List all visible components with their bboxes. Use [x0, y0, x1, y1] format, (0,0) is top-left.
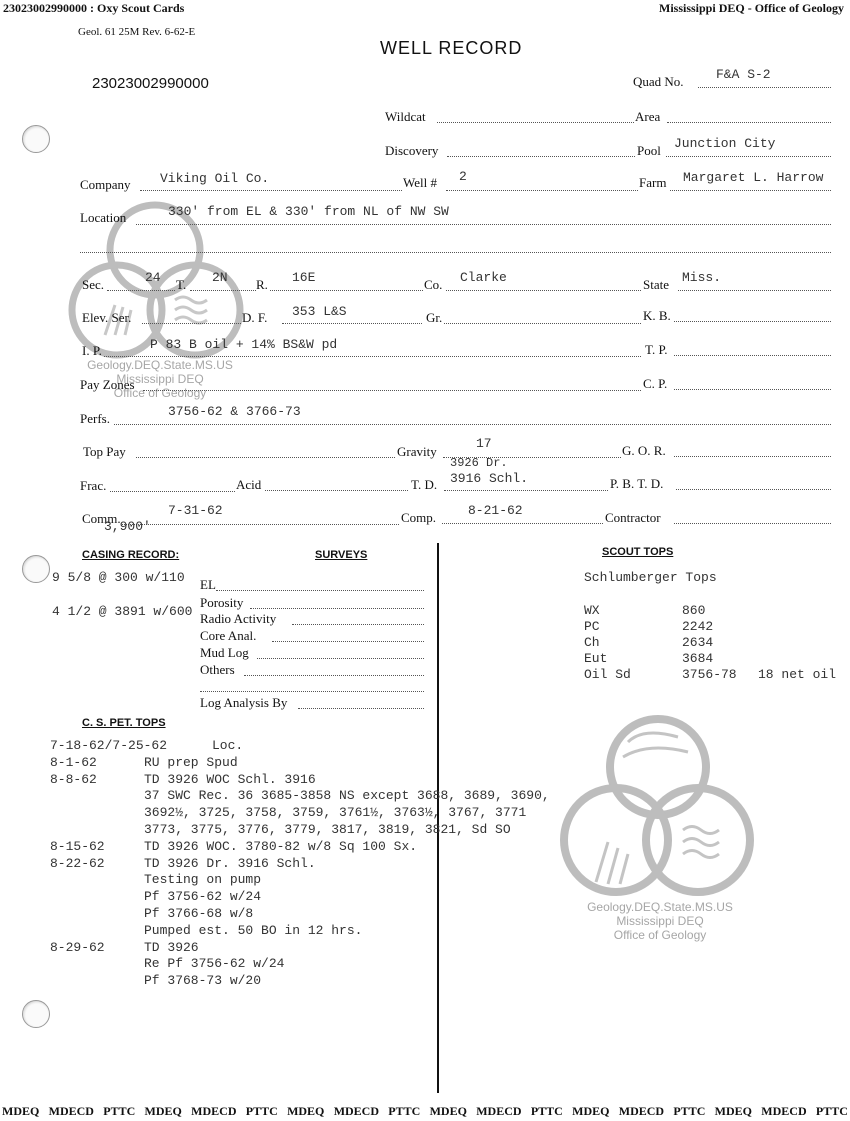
r-value: 16E: [292, 270, 316, 285]
scout-tops-row: [584, 651, 846, 667]
quad-no-value: F&A S-2: [716, 67, 771, 82]
comm-value: 7-31-62: [168, 503, 223, 518]
footer-item: PTTC: [673, 1104, 706, 1118]
log-entry: [50, 805, 527, 822]
api-number: 23023002990000: [92, 75, 209, 92]
r-label: R.: [256, 277, 268, 292]
footer-bar: [2, 1104, 848, 1119]
log-text: TD 3926 WOC Schl. 3916: [144, 771, 316, 787]
log-analysis-label: Log Analysis By: [200, 695, 288, 710]
footer-item: MDECD: [48, 1104, 94, 1118]
footer-item: PTTC: [245, 1104, 278, 1118]
log-text: 3773, 3775, 3776, 3779, 3817, 3819, 3821, Sd SO: [144, 821, 511, 837]
footer-item: PTTC: [530, 1104, 563, 1118]
punch-hole: [22, 1000, 50, 1028]
header-left: 23023002990000 : Oxy Scout Cards: [3, 1, 185, 15]
formation-name: Oil Sd: [584, 667, 631, 682]
footer-item: PTTC: [388, 1104, 421, 1118]
log-text: Pf 3766-68 w/8: [144, 905, 254, 921]
log-entry: [50, 956, 430, 973]
company-label: Company: [80, 177, 131, 192]
log-entry: [50, 839, 430, 856]
footer-item: PTTC: [815, 1104, 848, 1118]
location-value: 330' from EL & 330' from NL of NW SW: [168, 204, 449, 219]
survey-item: Radio Activity: [200, 611, 277, 626]
header-right: Mississippi DEQ - Office of Geology: [659, 1, 844, 15]
watermark-line: Office of Geology: [613, 928, 707, 942]
state-label: State: [643, 277, 669, 292]
log-entry: [50, 755, 430, 772]
footer-item: MDECD: [333, 1104, 380, 1118]
frac-label: Frac.: [80, 478, 107, 493]
watermark-line: Office of Geology: [113, 386, 207, 400]
formation-name: Ch: [584, 635, 600, 650]
watermark-line: Mississippi DEQ: [616, 914, 704, 928]
formation-depth: 860: [682, 603, 706, 618]
log-text: 3692½, 3725, 3758, 3759, 3761½, 3763½, 3767, 3771: [144, 805, 527, 821]
watermark-logo-icon: [548, 712, 768, 912]
drilling-log: [50, 738, 550, 990]
comm-label: Comm.: [82, 511, 121, 526]
log-entry: [50, 906, 430, 923]
formation-depth: 3756-78: [682, 667, 737, 682]
well-no-label: Well #: [403, 175, 437, 190]
company-value: Viking Oil Co.: [160, 171, 270, 186]
watermark-line: Geology.DEQ.State.MS.US: [587, 900, 733, 914]
casing-line: 9 5/8 @ 300 w/110: [52, 570, 185, 585]
formation-note: 18 net oil: [758, 667, 837, 682]
log-date: 8-8-62: [50, 771, 97, 787]
footer-item: MDEQ: [429, 1104, 467, 1118]
perfs-value: 3756-62 & 3766-73: [168, 404, 301, 419]
footer-item: MDECD: [476, 1104, 522, 1118]
well-no-value: 2: [459, 169, 467, 184]
survey-item: Porosity: [200, 595, 244, 610]
sec-value: 24: [145, 270, 161, 285]
log-text: Pf 3756-62 w/24: [144, 889, 262, 905]
casing-line: 4 1/2 @ 3891 w/600: [52, 604, 193, 619]
footer-item: MDEQ: [287, 1104, 325, 1118]
footer-item: MDECD: [618, 1104, 665, 1118]
df-label: D. F.: [242, 310, 268, 325]
kb-label: K. B.: [643, 308, 671, 323]
log-date: 8-22-62: [50, 855, 105, 871]
log-text: TD 3926 Dr. 3916 Schl.: [144, 855, 316, 871]
t-value: 2N: [212, 270, 228, 285]
footer-item: MDEQ: [144, 1104, 182, 1118]
watermark-line: Mississippi DEQ: [116, 372, 204, 386]
log-date: 8-1-62: [50, 754, 97, 770]
cp-label: C. P.: [643, 376, 668, 391]
t-label: T.: [176, 277, 187, 292]
formation-depth: 2242: [682, 619, 714, 634]
formation-name: PC: [584, 619, 600, 634]
ip-label: I. P.: [82, 343, 102, 358]
survey-item: Mud Log: [200, 645, 249, 660]
log-entry: [50, 940, 430, 957]
state-value: Miss.: [682, 270, 722, 285]
pbtd-label: P. B. T. D.: [610, 476, 664, 491]
log-entry: [50, 856, 430, 873]
sec-label: Sec.: [82, 277, 105, 292]
log-entry: [50, 923, 430, 940]
scout-tops-table: [584, 603, 846, 683]
log-entry: [50, 973, 430, 990]
punch-hole: [22, 555, 50, 583]
co-label: Co.: [424, 277, 443, 292]
perfs-label: Perfs.: [80, 411, 110, 426]
discovery-label: Discovery: [385, 143, 439, 158]
log-entry: [50, 788, 550, 805]
log-text: Re Pf 3756-62 w/24: [144, 956, 285, 972]
footer-item: MDECD: [761, 1104, 807, 1118]
scout-tops-row: [584, 635, 846, 651]
scout-tops-subtitle: Schlumberger Tops: [584, 570, 717, 585]
farm-value: Margaret L. Harrow: [683, 170, 824, 185]
footer-item: MDEQ: [572, 1104, 610, 1118]
gravity-label: Gravity: [397, 444, 437, 459]
formation-name: Eut: [584, 651, 608, 666]
ip-value: P 83 B oil + 14% BS&W pd: [150, 337, 338, 352]
formation-depth: 3684: [682, 651, 714, 666]
gravity-value: 17: [476, 436, 492, 451]
survey-item: Others: [200, 662, 235, 677]
td-value-schl: 3916 Schl.: [450, 471, 529, 486]
top-pay-label: Top Pay: [83, 444, 126, 459]
scout-tops-row: [584, 603, 846, 619]
form-code: Geol. 61 25M Rev. 6-62-E: [78, 26, 196, 38]
gor-label: G. O. R.: [622, 443, 666, 458]
farm-label: Farm: [639, 175, 667, 190]
comm-extra-value: 3,900': [104, 519, 151, 534]
wildcat-label: Wildcat: [385, 109, 426, 124]
scout-tops-row: [584, 619, 846, 635]
co-value: Clarke: [460, 270, 507, 285]
gr-label: Gr.: [426, 310, 443, 325]
area-label: Area: [635, 109, 661, 124]
log-entry: [50, 872, 430, 889]
log-text: Pumped est. 50 BO in 12 hrs.: [144, 922, 363, 938]
log-text: Loc.: [212, 738, 244, 753]
pool-label: Pool: [637, 143, 661, 158]
tp-label: T. P.: [645, 342, 668, 357]
contractor-label: Contractor: [605, 510, 661, 525]
footer-item: MDEQ: [714, 1104, 752, 1118]
footer-item: PTTC: [103, 1104, 136, 1118]
survey-item: EL: [200, 577, 216, 592]
log-entry: [50, 772, 430, 789]
scout-tops-title: SCOUT TOPS: [602, 546, 674, 558]
location-label: Location: [80, 210, 127, 225]
df-value: 353 L&S: [292, 304, 347, 319]
quad-no-label: Quad No.: [633, 74, 684, 89]
scout-tops-row: [584, 667, 846, 683]
log-text: TD 3926 WOC. 3780-82 w/8 Sq 100 Sx.: [144, 838, 418, 854]
footer-item: MDECD: [191, 1104, 237, 1118]
pay-zones-label: Pay Zones: [80, 377, 135, 392]
page-title: WELL RECORD: [380, 38, 523, 58]
td-label: T. D.: [411, 477, 438, 492]
log-text: Pf 3768-73 w/20: [144, 973, 262, 989]
td-value-drill: 3926 Dr.: [450, 456, 508, 470]
log-text: TD 3926: [144, 939, 199, 955]
log-entry: [50, 821, 511, 839]
pool-value: Junction City: [674, 136, 776, 151]
watermark-line: Geology.DEQ.State.MS.US: [87, 358, 233, 372]
log-text: 37 SWC Rec. 36 3685-3858 NS except 3688, 3689, 3690,: [144, 788, 550, 804]
punch-hole: [22, 125, 50, 153]
comp-value: 8-21-62: [468, 503, 523, 518]
log-entry: [50, 738, 430, 755]
watermark-text: [555, 900, 765, 942]
formation-depth: 2634: [682, 635, 714, 650]
formation-name: WX: [584, 603, 600, 618]
survey-item: Core Anal.: [200, 628, 257, 643]
cs-pet-tops-title: C. S. PET. TOPS: [82, 717, 166, 729]
acid-label: Acid: [236, 477, 262, 492]
log-date: 8-15-62: [50, 838, 105, 854]
log-entry: [50, 889, 430, 906]
comp-label: Comp.: [401, 510, 437, 525]
log-date: 8-29-62: [50, 939, 105, 955]
log-text: Testing on pump: [144, 872, 262, 888]
log-date: 7-18-62/7-25-62: [50, 738, 168, 753]
footer-item: MDEQ: [2, 1104, 40, 1118]
elev-ser-label: Elev. Ser.: [82, 310, 132, 325]
casing-record-title: CASING RECORD:: [82, 549, 180, 561]
log-text: RU prep Spud: [144, 754, 238, 770]
surveys-title: SURVEYS: [315, 549, 368, 561]
